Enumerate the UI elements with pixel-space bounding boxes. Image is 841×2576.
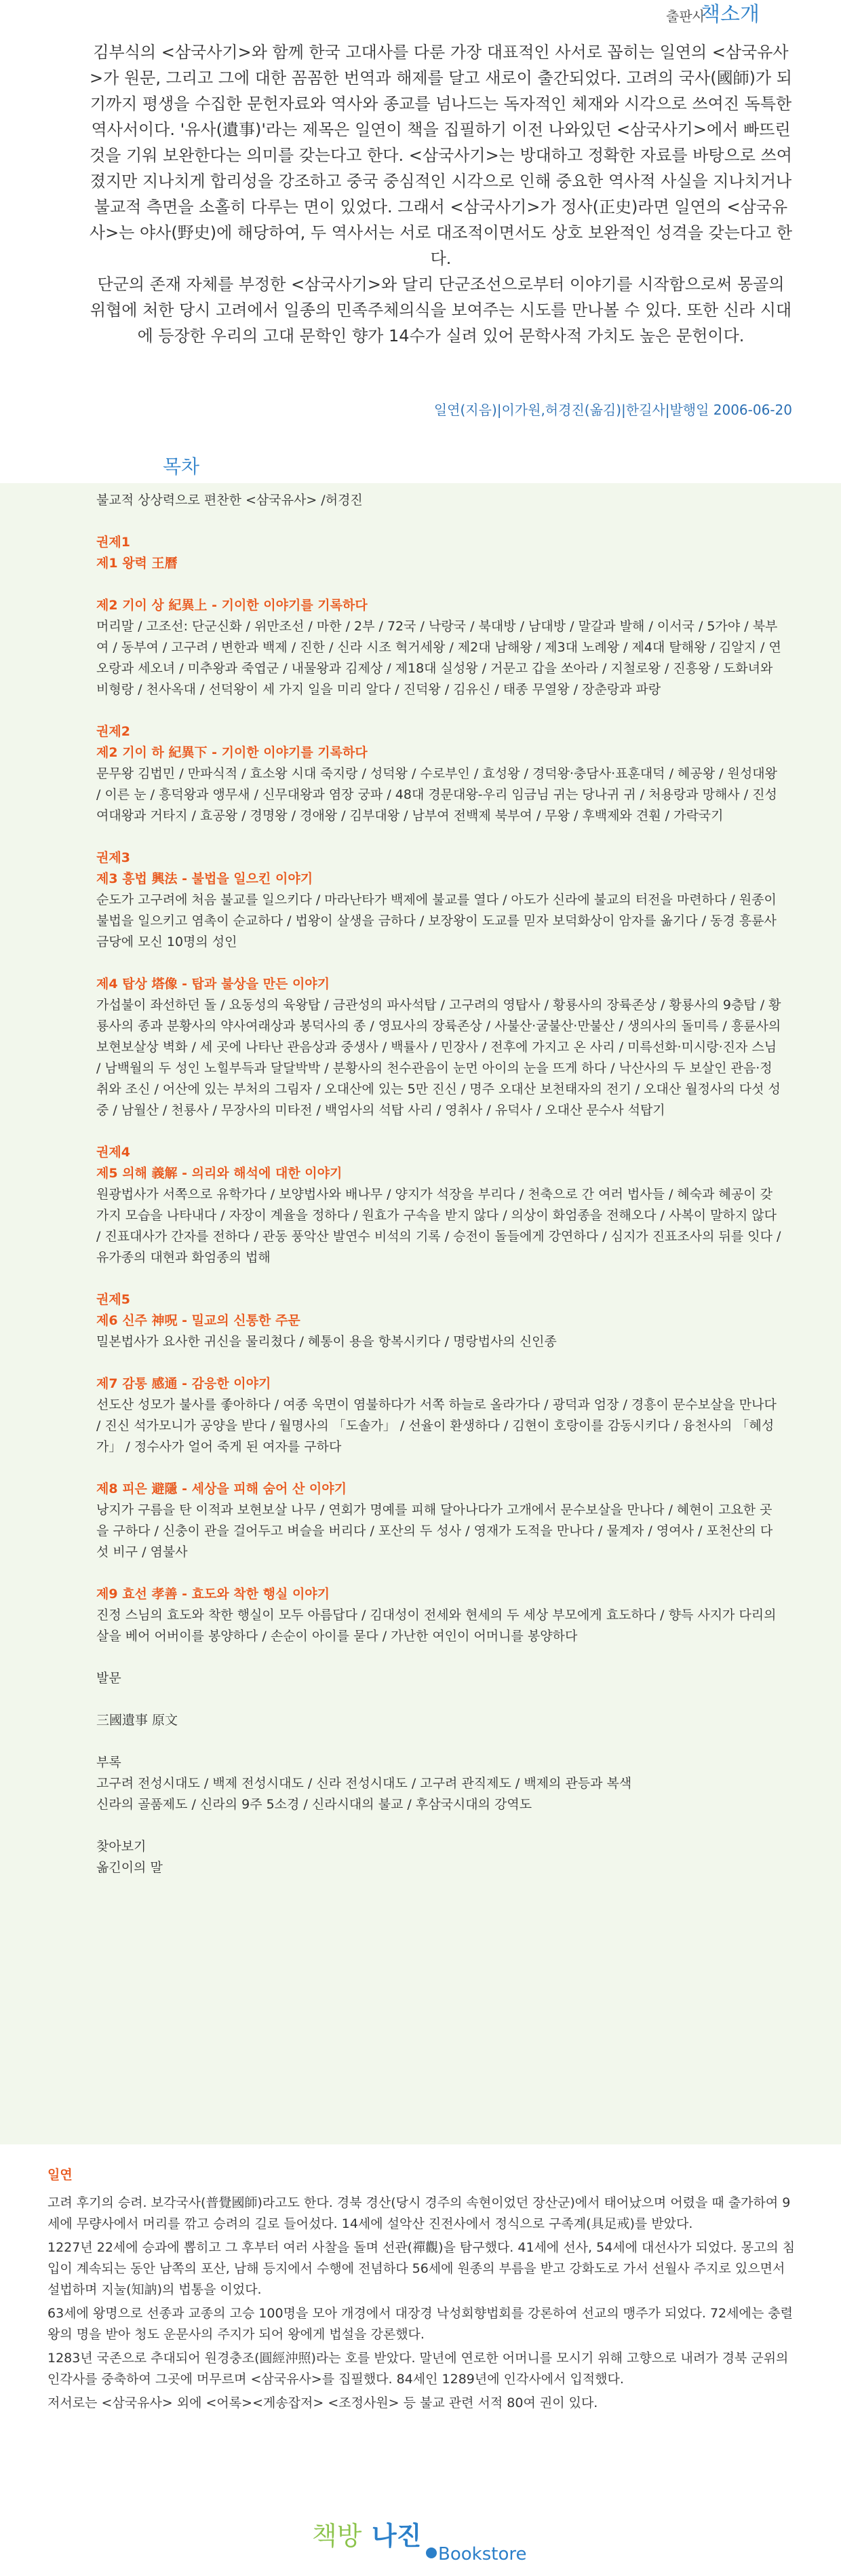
book-intro bbox=[88, 39, 794, 349]
toc-block bbox=[96, 1479, 781, 1563]
toc-volume: 권제1 bbox=[96, 535, 130, 550]
toc-section: 제8 피은 避隱 - 세상을 피해 숨어 산 이야기 bbox=[96, 1481, 347, 1496]
toc-block bbox=[96, 1584, 781, 1647]
toc-items: 진정 스님의 효도와 착한 행실이 모두 아름답다 / 김대성이 전세와 현세의 두 세상 부모에게 효도하다 / 향득 사지가 다리의 살을 베어 어버이를 봉양하다 / 손순이 아이를 묻다 / 가난한 여인이 어머니를 봉양하다 bbox=[96, 1608, 777, 1644]
toc-section: 제4 탑상 塔像 - 탑과 불상을 만든 이야기 bbox=[96, 977, 330, 991]
toc-tail-title: 三國遺事 原文 bbox=[96, 1713, 178, 1728]
toc-preface: 불교적 상상력으로 편찬한 <삼국유사> /허경진 bbox=[96, 493, 363, 508]
toc-tail bbox=[96, 1710, 781, 1731]
toc-items: 원광법사가 서쪽으로 유학가다 / 보양법사와 배나무 / 양지가 석장을 부리다 / 천축으로 간 여러 법사들 / 혜숙과 혜공이 갖가지 모습을 나타내다 / 자장이 계율을 정하다 / 원효가 구속을 받지 않다 / 의상이 화엄종을 전해오다 / 사복이 말하지 않다 / 진표대사가 간자를 전하다 / 관동 풍악산 발연수 비석의 기록 / 승전이 돌들에게 강연하다 / 심지가 진표조사의 뒤를 잇다 / 유가종의 대현과 화엄종의 법해 bbox=[96, 1187, 781, 1265]
toc-block bbox=[96, 1374, 781, 1458]
toc-section: 제1 왕력 王曆 bbox=[96, 556, 178, 571]
toc-volume: 권제5 bbox=[96, 1292, 130, 1307]
toc-block bbox=[96, 721, 781, 827]
toc-section: 제5 의해 義解 - 의리와 해석에 대한 이야기 bbox=[96, 1166, 343, 1181]
toc-section: 제7 감통 感通 - 감응한 이야기 bbox=[96, 1376, 271, 1391]
author-paragraph: 63세에 왕명으로 선종과 교종의 고승 100명을 모아 개경에서 대장경 낙성회향법회를 강론하여 선교의 맹주가 되었다. 72세에는 충렬왕의 명을 받아 청도 운문사의 주지가 되어 왕에게 법설을 강론했다. bbox=[47, 2306, 793, 2342]
logo-english: Bookstore bbox=[438, 2544, 527, 2564]
toc-tail bbox=[96, 1836, 781, 1878]
toc-block bbox=[96, 974, 781, 1121]
toc-heading: 목차 bbox=[163, 455, 200, 478]
publisher-label: 출판사 bbox=[666, 8, 705, 24]
logo-dot bbox=[426, 2547, 437, 2558]
logo-korean-2: 나진 bbox=[372, 2521, 422, 2551]
intro-paragraph: 단군의 존재 자체를 부정한 <삼국사기>와 달리 단군조선으로부터 이야기를 시작함으로써 몽골의 위협에 처한 당시 고려에서 일종의 민족주체의식을 보여주는 시도를 만나볼 수 있다. 또한 신라 시대에 등장한 우리의 고대 문학인 향가 14수가 실려 있어 문학사적 가치도 높은 문헌이다. bbox=[90, 275, 792, 345]
section-title: 책소개 bbox=[701, 3, 760, 26]
toc-block bbox=[96, 1289, 781, 1352]
header bbox=[0, 0, 841, 27]
toc-tail-title: 발문 bbox=[96, 1671, 121, 1686]
toc-tail bbox=[96, 1752, 781, 1815]
toc-section: 제3 흥법 興法 - 불법을 일으킨 이야기 bbox=[96, 871, 313, 886]
toc-volume: 권제2 bbox=[96, 724, 130, 739]
toc-block bbox=[96, 532, 781, 574]
author-paragraph: 1283년 국존으로 추대되어 원경충조(圓經沖照)라는 호를 받았다. 말년에 연로한 어머니를 모시기 위해 고향으로 내려가 경북 군위의 인각사를 중축하여 그곳에 머무르며 <삼국유사>를 집필했다. 84세인 1289년에 인각사에서 입적했다. bbox=[47, 2351, 789, 2387]
author-name: 일연 bbox=[47, 2167, 73, 2182]
logo-korean: 책방 bbox=[312, 2521, 362, 2551]
author-section bbox=[47, 2165, 800, 2417]
toc-items: 문무왕 김법민 / 만파식적 / 효소왕 시대 죽지랑 / 성덕왕 / 수로부인 / 효성왕 / 경덕왕·충담사·표훈대덕 / 혜공왕 / 원성대왕 / 이른 눈 / 흥덕왕과 앵무새 / 신무대왕과 염장 궁파 / 48대 경문대왕-우리 임금님 귀는 당나귀 귀 / 처용랑과 망해사 / 진성여대왕과 거타지 / 효공왕 / 경명왕 / 경애왕 / 김부대왕 / 남부여 전백제 북부여 / 무왕 / 후백제와 견훤 / 가락국기 bbox=[96, 766, 777, 823]
toc-section: 제9 효선 孝善 - 효도와 착한 행실 이야기 bbox=[96, 1587, 330, 1602]
toc-section: 제6 신주 神呪 - 밀교의 신통한 주문 bbox=[96, 1313, 300, 1328]
author-paragraph: 저서로는 <삼국유사> 외에 <어록><게송잡저> <조정사원> 등 불교 관련 서적 80여 권이 있다. bbox=[47, 2395, 598, 2410]
toc-volume: 권제4 bbox=[96, 1145, 130, 1160]
toc-tail-sub: 옮긴이의 말 bbox=[96, 1860, 163, 1875]
toc-items: 낭지가 구름을 탄 이적과 보현보살 나무 / 연회가 명예를 피해 달아나다가 고개에서 문수보살을 만나다 / 혜현이 고요한 곳을 구하다 / 신충이 관을 걸어두고 벼슬을 버리다 / 포산의 두 성사 / 영재가 도적을 만나다 / 물계자 / 영여사 / 포천산의 다섯 비구 / 염불사 bbox=[96, 1502, 773, 1559]
table-of-contents bbox=[0, 483, 841, 2144]
toc-items: 머리말 / 고조선: 단군신화 / 위만조선 / 마한 / 2부 / 72국 / 낙랑국 / 북대방 / 남대방 / 말갈과 발해 / 이서국 / 5가야 / 북부여 / 동부여 / 고구려 / 변한과 백제 / 진한 / 신라 시조 혁거세왕 / 제2대 남해왕 / 제3대 노례왕 / 제4대 탈해왕 / 김알지 / 연오랑과 세오녀 / 미추왕과 죽엽군 / 내물왕과 김제상 / 제18대 실성왕 / 거문고 갑을 쏘아라 / 지철로왕 / 진흥왕 / 도화녀와 비형랑 / 천사옥대 / 선덕왕이 세 가지 일을 미리 알다 / 진덕왕 / 김유신 / 태종 무열왕 / 장춘랑과 파랑 bbox=[96, 619, 781, 697]
toc-items: 순도가 고구려에 처음 불교를 일으키다 / 마라난타가 백제에 불교를 열다 / 아도가 신라에 불교의 터전을 마련하다 / 원종이 불법을 일으키고 염촉이 순교하다 / 법왕이 살생을 금하다 / 보장왕이 도교를 믿자 보덕화상이 암자를 옮기다 / 동경 흥륜사 금당에 모신 10명의 성인 bbox=[96, 892, 777, 949]
toc-volume: 권제3 bbox=[96, 850, 130, 865]
toc-items: 선도산 성모가 불사를 좋아하다 / 여종 욱면이 염불하다가 서쪽 하늘로 올라가다 / 광덕과 엄장 / 경흥이 문수보살을 만나다 / 진신 석가모니가 공양을 받다 / 월명사의 「도솔가」 / 선율이 환생하다 / 김현이 호랑이를 감동시키다 / 융천사의 「혜성가」 / 정수사가 얼어 죽게 된 여자를 구하다 bbox=[96, 1397, 777, 1454]
book-credit[interactable]: 일연(지음)|이가원,허경진(옮김)|한길사|발행일 2006-06-20 bbox=[433, 402, 792, 418]
toc-tail-title: 찾아보기 bbox=[96, 1839, 146, 1854]
author-paragraph: 1227년 22세에 승과에 뽑히고 그 후부터 여러 사찰을 돌며 선관(禪觀)을 탐구했다. 41세에 선사, 54세에 대선사가 되었다. 몽고의 침입이 계속되는 동안 남쪽의 포산, 남해 등지에서 수행에 전념하다 56세에 원종의 부름을 받고 강화도로 가서 선월사 주지로 있으면서 설법하며 지눌(知訥)의 법통을 이었다. bbox=[47, 2240, 796, 2297]
toc-tail-sub: 고구려 전성시대도 / 백제 전성시대도 / 신라 전성시대도 / 고구려 관직제도 / 백제의 관등과 복색 신라의 골품제도 / 신라의 9주 5소경 / 신라시대의 불교 / 후삼국시대의 강역도 bbox=[96, 1776, 632, 1812]
toc-block bbox=[96, 848, 781, 953]
toc-section: 제2 기이 상 紀異上 - 기이한 이야기를 기록하다 bbox=[96, 598, 368, 613]
toc-tail bbox=[96, 1668, 781, 1689]
toc-items: 밀본법사가 요사한 귀신을 물리쳤다 / 혜통이 용을 항복시키다 / 명랑법사의 신인종 bbox=[96, 1334, 557, 1349]
toc-tail-title: 부록 bbox=[96, 1755, 121, 1770]
toc-section: 제2 기이 하 紀異下 - 기이한 이야기를 기록하다 bbox=[96, 745, 368, 760]
author-paragraph: 고려 후기의 승려. 보각국사(普覺國師)라고도 한다. 경북 경산(당시 경주의 속현이었던 장산군)에서 태어났으며 어렸을 때 출가하여 9세에 무량사에서 머리를 깎고 승려의 길로 들어섰다. 14세에 설악산 진전사에서 정식으로 구족계(具足戒)를 받았다. bbox=[47, 2195, 791, 2231]
bookstore-logo bbox=[312, 2511, 536, 2565]
toc-items: 가섭불이 좌선하던 돌 / 요동성의 육왕탑 / 금관성의 파사석탑 / 고구려의 영탑사 / 황룡사의 장륙존상 / 황룡사의 9층탑 / 황룡사의 종과 분황사의 약사여래상과 봉덕사의 종 / 영묘사의 장륙존상 / 사불산·굴불산·만불산 / 생의사의 돌미륵 / 흥륜사의 보현보살상 벽화 / 세 곳에 나타난 관음상과 중생사 / 백률사 / 민장사 / 전후에 가지고 온 사리 / 미륵선화·미시랑·진자 스님 / 남백월의 두 성인 노힐부득과 달달박박 / 분황사의 천수관음이 눈먼 아이의 눈을 뜨게 하다 / 낙산사의 두 보살인 관음·정취와 조신 / 어산에 있는 부처의 그림자 / 오대산에 있는 5만 진신 / 명주 오대산 보천태자의 전기 / 오대산 월정사의 다섯 성중 / 남월산 / 천룡사 / 무장사의 미타전 / 백엄사의 석탑 사리 / 영취사 / 유덕사 / 오대산 문수사 석탑기 bbox=[96, 998, 781, 1118]
toc-block bbox=[96, 595, 781, 700]
toc-block bbox=[96, 1142, 781, 1268]
intro-paragraph: 김부식의 <삼국사기>와 함께 한국 고대사를 다룬 가장 대표적인 사서로 꼽히는 일연의 <삼국유사>가 원문, 그리고 그에 대한 꼼꼼한 번역과 해제를 달고 새로이 출간되었다. 고려의 국사(國師)가 되기까지 평생을 수집한 문헌자료와 역사와 종교를 넘나드는 독자적인 체재와 시각으로 쓰여진 독특한 역사서이다. '유사(遺事)'라는 제목은 일연이 책을 집필하기 이전 나와있던 <삼국사기>에서 빠뜨린 것을 기워 보완한다는 의미를 갖는다고 한다. <삼국사기>는 방대하고 정확한 자료를 바탕으로 쓰여졌지만 지나치게 합리성을 강조하고 중국 중심적인 시각으로 인해 중요한 역사적 사실을 지나치거나 불교적 측면을 소홀히 다루는 면이 있었다. 그래서 <삼국사기>가 정사(正史)라면 일연의 <삼국유사>는 야사(野史)에 해당하여, 두 역사서는 서로 대조적이면서도 상호 보완적인 성격을 갖는다고 한다. bbox=[89, 43, 793, 268]
